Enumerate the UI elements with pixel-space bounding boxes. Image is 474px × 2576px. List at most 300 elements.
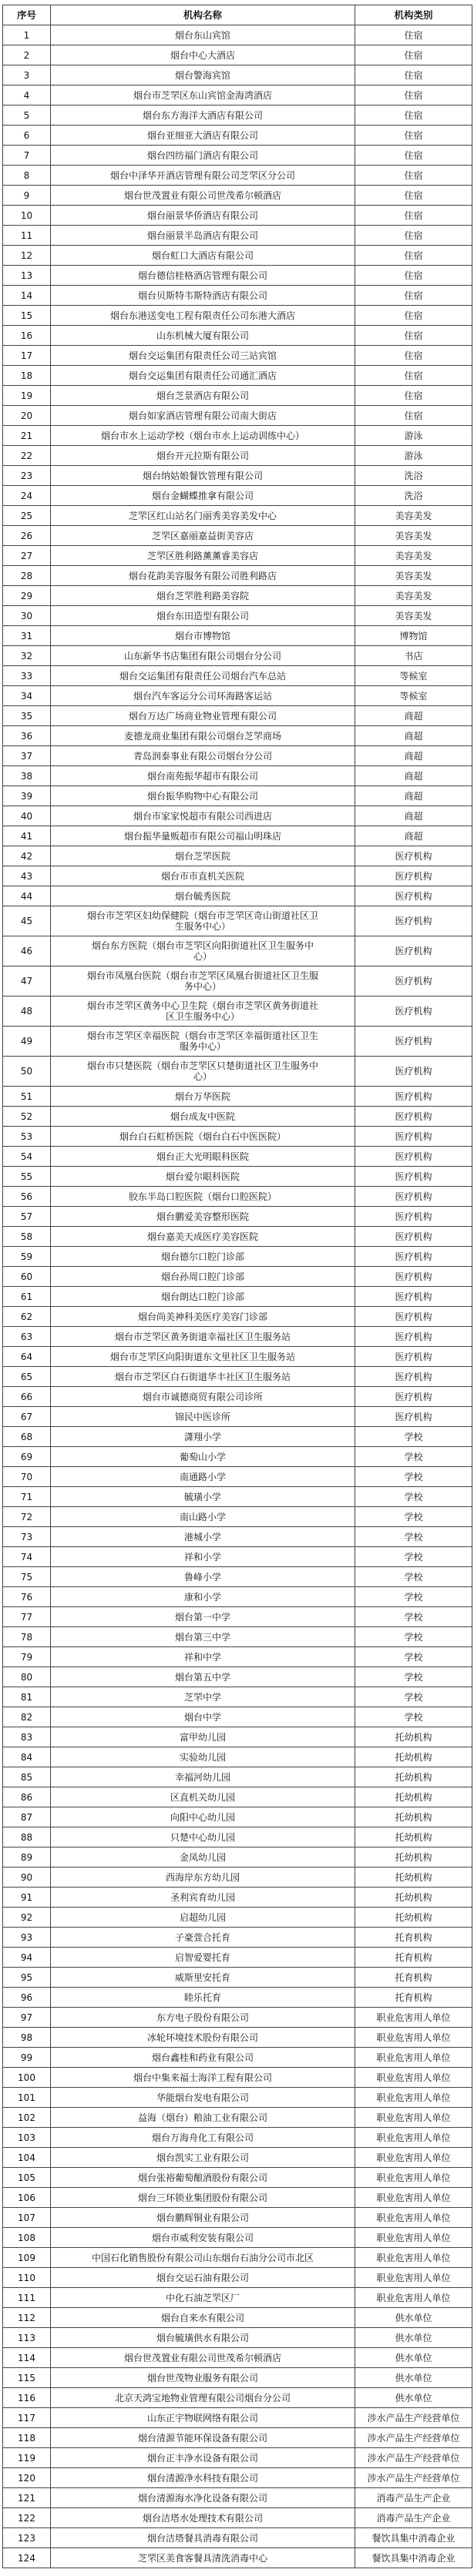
institution-name: 烟台芝罘胜利路美容院	[156, 590, 249, 601]
institution-name: 烟台市诚德商贸有限公司诊所	[142, 1391, 263, 1402]
institution-category-cell	[355, 1607, 472, 1627]
table-row	[3, 2028, 472, 2048]
row-number-cell	[3, 2308, 51, 2328]
row-number: 122	[18, 2512, 35, 2524]
institution-category-cell	[355, 326, 472, 346]
table-row	[3, 1807, 472, 1827]
row-number-cell	[3, 1347, 51, 1367]
row-number: 97	[20, 2012, 33, 2023]
row-number-cell	[3, 1027, 51, 1057]
institution-category: 住宿	[404, 169, 423, 181]
table-row	[3, 1988, 472, 2008]
institution-category: 职业危害用人单位	[376, 2112, 451, 2123]
institution-category-cell	[355, 1627, 472, 1647]
institution-category-cell	[355, 2068, 472, 2088]
row-number-cell	[3, 936, 51, 966]
row-number-cell	[3, 646, 51, 666]
institution-category: 消毒产品生产企业	[376, 2492, 451, 2504]
row-number-cell	[3, 146, 51, 166]
institution-name: 中国石化销售股份有限公司山东烟台石油分公司市北区	[91, 2252, 314, 2263]
institution-name-cell	[51, 446, 355, 466]
table-row	[3, 936, 472, 966]
institution-category-cell	[355, 2228, 472, 2248]
institution-category-cell	[355, 726, 472, 746]
institution-name-cell	[51, 666, 355, 686]
institution-category: 托育机构	[395, 1951, 432, 1963]
institution-name: 烟台市家家悦超市有限公司西进店	[133, 810, 272, 822]
institution-name-cell	[51, 1647, 355, 1667]
row-number: 108	[18, 2232, 35, 2243]
institution-name-cell	[51, 1507, 355, 1527]
table-row	[3, 1827, 472, 1847]
institution-category-cell	[355, 1647, 472, 1667]
row-number: 84	[20, 1751, 33, 1763]
institution-category: 医疗机构	[395, 976, 432, 987]
institution-name: 烟台正丰净水设备有限公司	[146, 2452, 258, 2464]
table-row	[3, 1087, 472, 1107]
institution-category: 涉水产品生产经营单位	[367, 2412, 460, 2424]
row-number: 11	[20, 229, 33, 241]
table-row	[3, 45, 472, 65]
institution-name: 烟台鹏辉铜业有限公司	[156, 2212, 249, 2223]
row-number-cell	[3, 706, 51, 726]
row-number-cell	[3, 1807, 51, 1827]
table-row	[3, 426, 472, 446]
row-number: 20	[20, 410, 33, 421]
row-number-cell	[3, 2028, 51, 2048]
table-row	[3, 2268, 472, 2288]
table-row	[3, 626, 472, 646]
institution-category: 医疗机构	[395, 850, 432, 862]
institution-name-cell	[51, 746, 355, 766]
row-number: 79	[20, 1651, 33, 1663]
header-row	[3, 5, 472, 25]
row-number-cell	[3, 2188, 51, 2208]
row-number-cell	[3, 85, 51, 106]
institution-category: 职业危害用人单位	[376, 2232, 451, 2243]
institution-category: 学校	[404, 1531, 423, 1543]
row-number-cell	[3, 226, 51, 246]
table-row	[3, 966, 472, 997]
table-row	[3, 1167, 472, 1187]
institution-category: 职业危害用人单位	[376, 2152, 451, 2163]
institution-category: 住宿	[404, 69, 423, 81]
institution-category-cell	[355, 1167, 472, 1187]
institution-name-cell	[51, 1627, 355, 1647]
institution-category: 住宿	[404, 390, 423, 401]
institution-name-cell	[51, 1827, 355, 1847]
institution-name-cell	[51, 1747, 355, 1767]
institution-name-cell	[51, 1087, 355, 1107]
institution-name-cell	[51, 1027, 355, 1057]
table-row	[3, 65, 472, 85]
table-row	[3, 266, 472, 286]
institution-category-cell	[355, 1908, 472, 1928]
table-row	[3, 826, 472, 846]
row-number-cell	[3, 1427, 51, 1447]
institution-category-cell	[355, 1948, 472, 1968]
institution-name-cell	[51, 1207, 355, 1227]
institution-category: 学校	[404, 1511, 423, 1522]
institution-category-cell	[355, 266, 472, 286]
institution-name-cell	[51, 346, 355, 366]
institution-name-cell	[51, 1687, 355, 1707]
row-number-cell	[3, 1167, 51, 1187]
institution-category-cell	[355, 1447, 472, 1467]
institution-category: 医疗机构	[395, 1006, 432, 1017]
institution-name: 烟台万华医院	[174, 1090, 230, 1102]
institution-category: 涉水产品生产经营单位	[367, 2432, 460, 2444]
row-number-cell	[3, 586, 51, 606]
institution-name-cell	[51, 2188, 355, 2208]
institution-name-cell	[51, 2528, 355, 2548]
table-row	[3, 1547, 472, 1567]
table-row	[3, 1027, 472, 1057]
institution-name-cell	[51, 1247, 355, 1267]
row-number-cell	[3, 1647, 51, 1667]
institution-category-cell	[355, 1928, 472, 1948]
institution-name-cell	[51, 226, 355, 246]
institution-name: 烟台纳姑娘餐饮管理有限公司	[142, 470, 263, 481]
institution-category-cell	[355, 1387, 472, 1407]
institution-category: 住宿	[404, 189, 423, 201]
row-number-cell	[3, 2068, 51, 2088]
institution-category-cell	[355, 1687, 472, 1707]
institution-category-cell	[355, 1807, 472, 1827]
row-number: 62	[20, 1311, 33, 1322]
institution-category-cell	[355, 1507, 472, 1527]
institution-name: 烟台世茂物业服务有限公司	[146, 2372, 258, 2383]
row-number-cell	[3, 1327, 51, 1347]
institution-category: 涉水产品生产经营单位	[367, 2472, 460, 2484]
row-number: 23	[20, 470, 33, 481]
institution-category: 学校	[404, 1431, 423, 1442]
row-number-cell	[3, 306, 51, 326]
institution-table	[2, 5, 472, 2568]
institution-category-cell	[355, 1187, 472, 1207]
institution-name: 睦乐托育	[183, 1991, 221, 2003]
institution-name: 烟台张裕葡萄酿酒股份有限公司	[137, 2172, 267, 2183]
row-number-cell	[3, 1187, 51, 1207]
institution-name-cell	[51, 426, 355, 446]
institution-name: 烟台东山宾馆	[174, 29, 230, 41]
row-number-cell	[3, 1287, 51, 1307]
institution-name-cell	[51, 306, 355, 326]
institution-name-cell	[51, 1147, 355, 1167]
institution-name: 烟台中泽华开酒店管理有限公司芝罘区分公司	[109, 169, 295, 181]
row-number-cell	[3, 246, 51, 266]
institution-category: 涉水产品生产经营单位	[367, 2452, 460, 2464]
institution-name: 烟台三环锁业集团股份有限公司	[137, 2192, 267, 2203]
table-row	[3, 306, 472, 326]
table-row	[3, 85, 472, 106]
table-row	[3, 546, 472, 566]
row-number-cell	[3, 1087, 51, 1107]
row-number: 77	[20, 1611, 33, 1623]
row-number-cell	[3, 2128, 51, 2148]
institution-category-cell	[355, 226, 472, 246]
row-number: 47	[20, 976, 33, 987]
row-number: 13	[20, 270, 33, 281]
institution-category: 职业危害用人单位	[376, 2132, 451, 2143]
row-number: 26	[20, 530, 33, 541]
institution-name: 烟台第三中学	[174, 1631, 230, 1643]
institution-category-cell	[355, 586, 472, 606]
institution-name: 烟台丽景半岛酒店有限公司	[146, 229, 258, 241]
table-row	[3, 2188, 472, 2208]
institution-category: 消毒产品生产企业	[376, 2512, 451, 2524]
institution-name: 烟台爱尔眼科医院	[165, 1171, 240, 1182]
institution-name: 青岛润泰事业有限公司烟台分公司	[133, 750, 272, 762]
institution-name: 烟台市芝罘区妇幼保健院（烟台市芝罘区奇山街道社区卫生服务中心）	[87, 910, 319, 932]
institution-category: 供水单位	[395, 2392, 432, 2403]
institution-name-cell	[51, 486, 355, 506]
row-number: 116	[18, 2392, 35, 2403]
row-number-cell	[3, 2528, 51, 2548]
institution-category-cell	[355, 1287, 472, 1307]
table-row	[3, 606, 472, 626]
row-number-cell	[3, 806, 51, 826]
table-row	[3, 1767, 472, 1787]
institution-category: 医疗机构	[395, 1311, 432, 1322]
table-row	[3, 886, 472, 906]
row-number-cell	[3, 426, 51, 446]
institution-name-cell	[51, 2168, 355, 2188]
row-number-cell	[3, 1627, 51, 1647]
row-number: 94	[20, 1951, 33, 1963]
institution-name-cell	[51, 1367, 355, 1387]
institution-name-cell	[51, 1057, 355, 1087]
institution-category-cell	[355, 2348, 472, 2368]
institution-category-cell	[355, 1347, 472, 1367]
institution-category: 商超	[404, 730, 423, 742]
table-row	[3, 1367, 472, 1387]
institution-category-cell	[355, 286, 472, 306]
row-number: 91	[20, 1891, 33, 1903]
institution-name-cell	[51, 106, 355, 126]
table-row	[3, 1427, 472, 1447]
institution-name: 烟台第一中学	[174, 1611, 230, 1623]
institution-name-cell	[51, 586, 355, 606]
row-number-cell	[3, 826, 51, 846]
row-number-cell	[3, 1267, 51, 1287]
institution-category: 等候室	[399, 670, 428, 682]
institution-name: 祥和小学	[183, 1551, 221, 1563]
row-number-cell	[3, 1827, 51, 1847]
row-number-cell	[3, 1547, 51, 1567]
institution-name-cell	[51, 726, 355, 746]
row-number-cell	[3, 2508, 51, 2528]
row-number: 87	[20, 1811, 33, 1823]
table-row	[3, 1627, 472, 1647]
institution-name: 烟台东港送变电工程有限责任公司东港大酒店	[109, 310, 295, 321]
institution-name: 烟台芝景酒店有限公司	[156, 390, 249, 401]
institution-category: 美容美发	[395, 590, 432, 601]
institution-category: 商超	[404, 830, 423, 842]
row-number: 33	[20, 670, 33, 682]
institution-category: 学校	[404, 1591, 423, 1603]
row-number-cell	[3, 1607, 51, 1627]
institution-name: 胶东半岛口腔医院（烟台口腔医院）	[128, 1191, 277, 1202]
row-number: 21	[20, 430, 33, 441]
institution-category-cell	[355, 2248, 472, 2268]
institution-category-cell	[355, 2448, 472, 2468]
institution-name-cell	[51, 1427, 355, 1447]
institution-name: 鲁峰小学	[183, 1571, 221, 1583]
institution-category: 餐饮具集中消毒企业	[371, 2552, 456, 2564]
institution-name-cell	[51, 2048, 355, 2068]
institution-category-cell	[355, 1567, 472, 1587]
row-number-cell	[3, 446, 51, 466]
row-number-cell	[3, 2548, 51, 2568]
institution-name: 烟台市芝罘区黄务中心卫生院（烟台市芝罘区黄务街道社区卫生服务中心）	[87, 1000, 319, 1022]
institution-name: 烟台洁塔餐具消毒有限公司	[146, 2532, 258, 2544]
row-number: 117	[18, 2412, 35, 2424]
institution-name-cell	[51, 2008, 355, 2028]
institution-name: 锦民中医诊所	[174, 1411, 230, 1422]
institution-name: 幸福河幼儿园	[174, 1771, 230, 1783]
table-row	[3, 1928, 472, 1948]
row-number: 92	[20, 1911, 33, 1923]
institution-name: 烟台世茂置业有限公司世茂希尔顿酒店	[123, 189, 281, 201]
row-number-cell	[3, 286, 51, 306]
row-number: 4	[23, 89, 30, 101]
institution-category-cell	[355, 85, 472, 106]
row-number-cell	[3, 1467, 51, 1487]
institution-name: 祥和中学	[183, 1651, 221, 1663]
institution-name-cell	[51, 2288, 355, 2308]
institution-category: 住宿	[404, 209, 423, 221]
institution-category: 住宿	[404, 370, 423, 381]
institution-name: 康和小学	[183, 1591, 221, 1603]
institution-category: 托幼机构	[395, 1891, 432, 1903]
row-number: 83	[20, 1731, 33, 1743]
institution-category: 医疗机构	[395, 946, 432, 956]
row-number-cell	[3, 1747, 51, 1767]
institution-name-cell	[51, 966, 355, 997]
institution-name-cell	[51, 706, 355, 726]
row-number: 93	[20, 1931, 33, 1943]
row-number-cell	[3, 866, 51, 886]
institution-name: 烟台贝斯特韦斯特酒店有限公司	[137, 290, 267, 301]
institution-name: 烟台嘉美天成医疗美容医院	[146, 1231, 258, 1242]
institution-category: 医疗机构	[395, 1191, 432, 1202]
institution-category-cell	[355, 846, 472, 866]
institution-category-cell	[355, 1847, 472, 1868]
row-number-cell	[3, 1447, 51, 1467]
table-row	[3, 2008, 472, 2028]
table-row	[3, 1407, 472, 1427]
institution-category: 供水单位	[395, 2372, 432, 2383]
institution-category: 住宿	[404, 310, 423, 321]
institution-name: 烟台振华购物中心有限公司	[146, 790, 258, 802]
institution-category-cell	[355, 366, 472, 386]
table-row	[3, 2148, 472, 2168]
institution-name: 西海岸东方幼儿园	[165, 1871, 240, 1883]
table-row	[3, 2128, 472, 2148]
institution-name-cell	[51, 1527, 355, 1547]
table-row	[3, 166, 472, 186]
row-number: 53	[20, 1131, 33, 1142]
table-row	[3, 2068, 472, 2088]
institution-name: 烟台毓璜供水有限公司	[156, 2332, 249, 2343]
row-number: 81	[20, 1691, 33, 1703]
institution-category: 供水单位	[395, 2312, 432, 2323]
institution-name: 烟台鹏爱美容整形医院	[156, 1211, 249, 1222]
institution-category: 美容美发	[395, 610, 432, 621]
row-number: 98	[20, 2032, 33, 2043]
institution-name-cell	[51, 326, 355, 346]
institution-name-cell	[51, 1607, 355, 1627]
row-number-cell	[3, 386, 51, 406]
institution-category: 职业危害用人单位	[376, 2072, 451, 2083]
table-row	[3, 1187, 472, 1207]
table-row	[3, 1467, 472, 1487]
table-row	[3, 1247, 472, 1267]
row-number: 12	[20, 250, 33, 261]
institution-name-cell	[51, 1968, 355, 1988]
institution-name: 烟台毓秀医院	[174, 890, 230, 902]
institution-name: 葡萄山小学	[179, 1451, 226, 1462]
table-row	[3, 286, 472, 306]
institution-category: 住宿	[404, 149, 423, 161]
institution-category: 住宿	[404, 290, 423, 301]
table-row	[3, 466, 472, 486]
table-row	[3, 1287, 472, 1307]
institution-category: 职业危害用人单位	[376, 2092, 451, 2103]
institution-name: 子豪萱合托育	[174, 1931, 230, 1943]
row-number-cell	[3, 266, 51, 286]
institution-name-cell	[51, 2248, 355, 2268]
institution-name: 潇翔小学	[183, 1431, 221, 1442]
header-number: 序号	[3, 5, 51, 25]
row-number-cell	[3, 1587, 51, 1607]
table-row	[3, 786, 472, 806]
institution-name: 烟台市芝罘区白石街道华丰社区卫生服务站	[114, 1371, 291, 1382]
row-number: 48	[20, 1006, 33, 1017]
institution-category-cell	[355, 2308, 472, 2328]
row-number: 85	[20, 1771, 33, 1783]
institution-category-cell	[355, 966, 472, 997]
institution-category: 美容美发	[395, 570, 432, 581]
table-row	[3, 766, 472, 786]
institution-category-cell	[355, 1247, 472, 1267]
table-row	[3, 806, 472, 826]
institution-name-cell	[51, 386, 355, 406]
institution-name: 山东正宇物联网络有限公司	[146, 2412, 258, 2424]
institution-name: 烟台自来水有限公司	[160, 2312, 244, 2323]
row-number-cell	[3, 506, 51, 526]
table-row	[3, 2368, 472, 2388]
institution-category-cell	[355, 2488, 472, 2508]
institution-name: 芝罘区嘉丽嘉益街美容店	[151, 530, 254, 541]
institution-name-cell	[51, 2408, 355, 2428]
table-row	[3, 1487, 472, 1507]
institution-category-cell	[355, 1467, 472, 1487]
institution-name-cell	[51, 1868, 355, 1888]
row-number: 9	[23, 189, 30, 201]
institution-name: 烟台市凤凰台医院（烟台市芝罘区凤凰台街道社区卫生服务中心）	[87, 970, 319, 992]
institution-category: 医疗机构	[395, 1131, 432, 1142]
institution-category-cell	[355, 466, 472, 486]
table-row	[3, 1147, 472, 1167]
institution-category-cell	[355, 406, 472, 426]
institution-category-cell	[355, 1407, 472, 1427]
institution-name-cell	[51, 1167, 355, 1187]
table-row	[3, 2088, 472, 2108]
row-number-cell	[3, 1127, 51, 1147]
institution-name: 烟台中心大酒店	[170, 49, 235, 61]
